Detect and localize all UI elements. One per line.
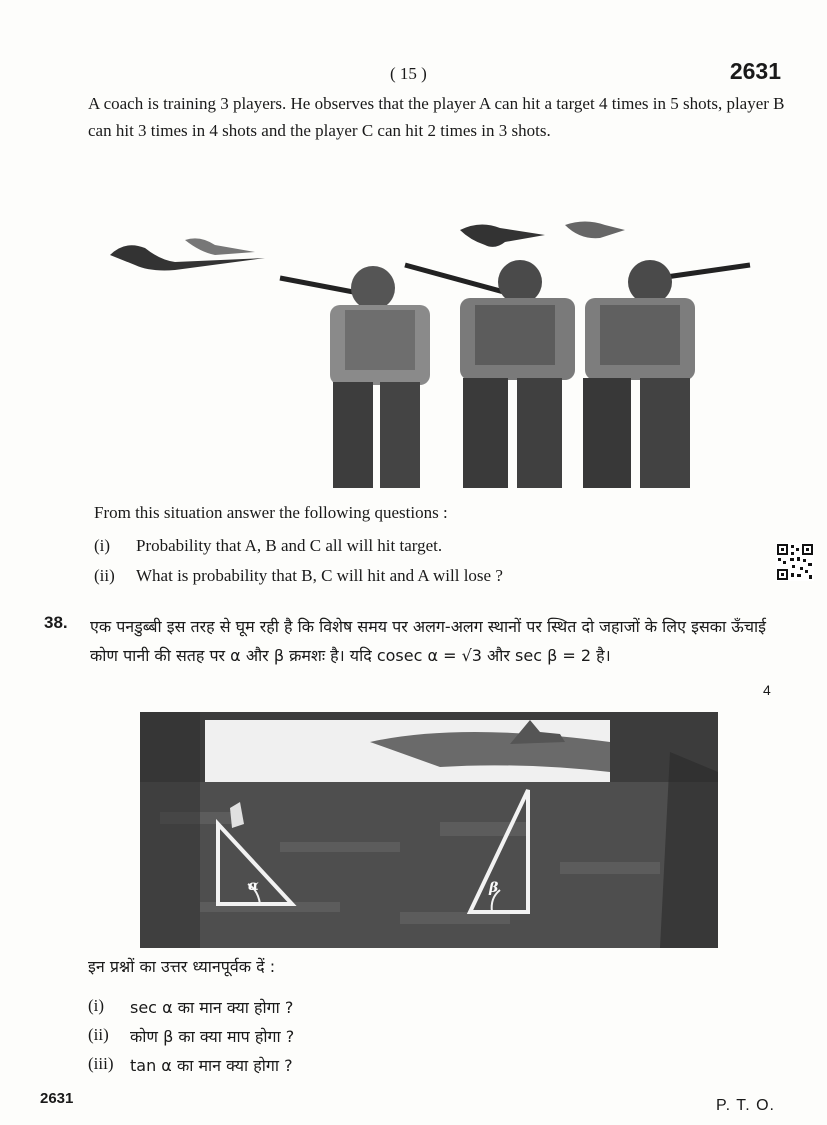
- paper-code-bottom: 2631: [40, 1090, 74, 1107]
- question-number: (i): [88, 996, 105, 1015]
- question-text: What is probability that B, C will hit and A will lose ?: [136, 566, 503, 585]
- alpha-label: α: [248, 878, 259, 894]
- paper-code-top: 2631: [729, 58, 781, 84]
- q37-intro: A coach is training 3 players. He observes that the player A can hit a target 4 times in 5 shots, player B can hit 3 times in 4 shots and the player C can hit 2 times in 3 shots.: [88, 94, 785, 140]
- flying-birds: [110, 222, 625, 271]
- question-number: (i): [94, 536, 111, 555]
- qr-code-icon: [776, 543, 814, 581]
- q37-prompt: From this situation answer the following questions :: [94, 503, 448, 522]
- question-text: sec α का मान क्या होगा ?: [130, 998, 294, 1017]
- beta-label: β: [489, 880, 499, 896]
- shooters-image: [105, 210, 755, 488]
- shooter-c: [583, 260, 695, 488]
- question-number: (iii): [88, 1054, 114, 1073]
- question-text: tan α का मान क्या होगा ?: [130, 1056, 293, 1075]
- q38-question-3: [88, 1054, 488, 1078]
- question-number: (ii): [94, 566, 115, 585]
- pto-label: P. T. O.: [716, 1097, 775, 1114]
- q38-question-1: [88, 996, 488, 1020]
- q37-question-1: [94, 536, 744, 560]
- page-number: ( 15 ): [390, 64, 427, 83]
- question-text: Probability that A, B and C all will hit target.: [136, 536, 443, 555]
- submarine-figure: [140, 712, 718, 948]
- question-text: कोण β का क्या माप होगा ?: [130, 1027, 295, 1046]
- q38-question-2: [88, 1025, 488, 1049]
- q38-prompt: इन प्रश्नों का उत्तर ध्यानपूर्वक दें :: [88, 957, 276, 976]
- q38-marks: 4: [763, 682, 771, 698]
- question-number: (ii): [88, 1025, 109, 1044]
- shooter-b: [460, 260, 575, 488]
- q38-text: एक पनडुब्बी इस तरह से घूम रही है कि विशेष समय पर अलग-अलग स्थानों पर स्थित दो जहाजों के लिए इसका ऊँचाई कोण पानी की सतह पर α और β क्रमशः है। यदि cosec α = √3 और sec β = 2 है।: [90, 617, 767, 665]
- q37-question-2: [94, 566, 744, 590]
- shooter-a: [330, 266, 430, 488]
- q38-number: 38.: [44, 613, 68, 632]
